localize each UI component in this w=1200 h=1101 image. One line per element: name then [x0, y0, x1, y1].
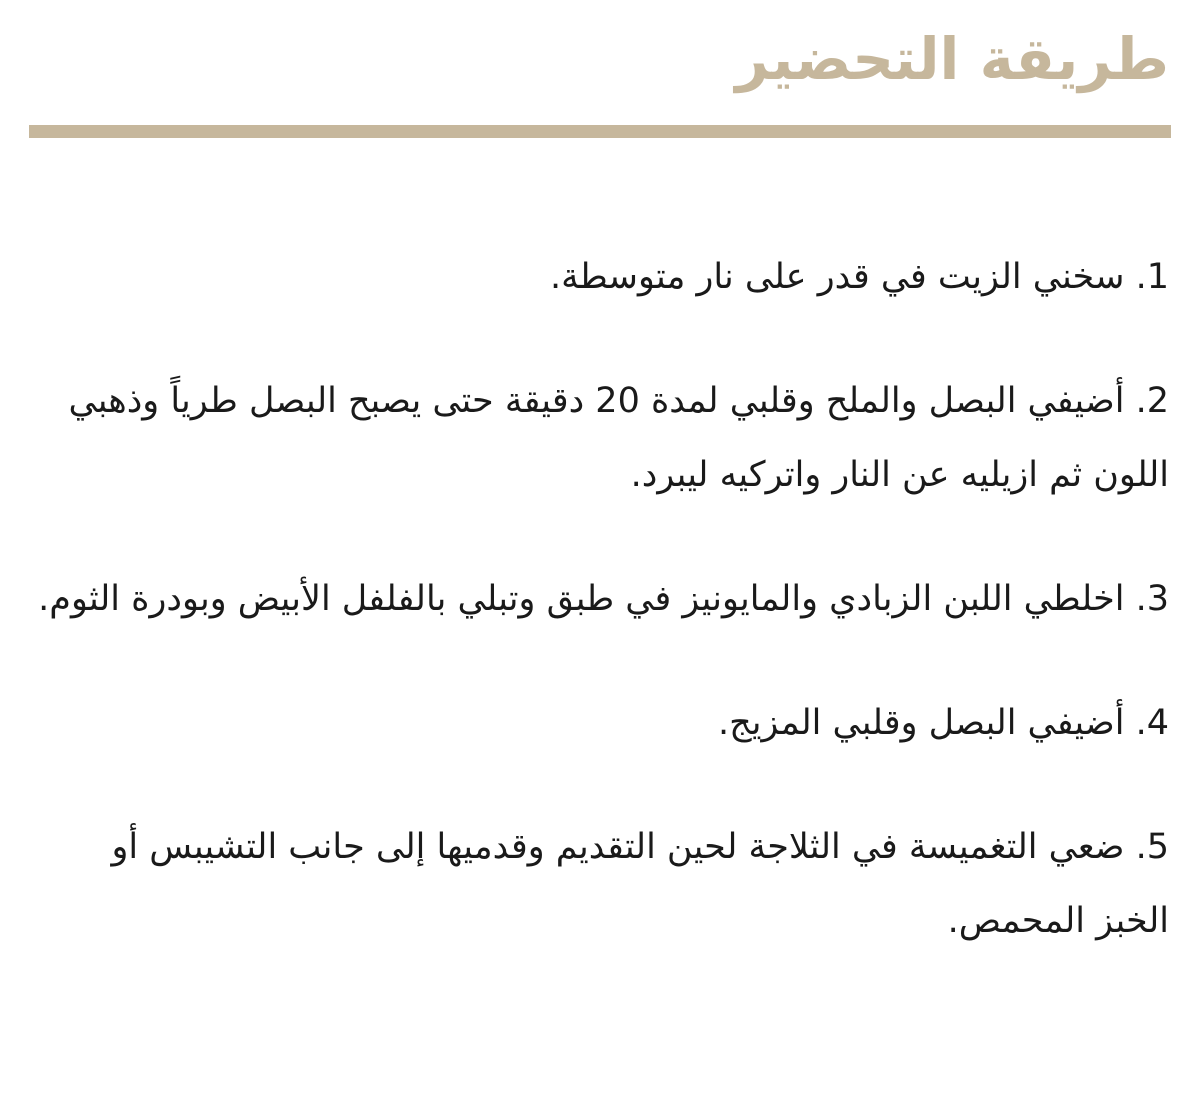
preparation-steps-list — [29, 240, 1169, 1008]
step-number: 2. — [1135, 381, 1169, 421]
title-divider — [29, 125, 1171, 138]
step-item — [29, 562, 1169, 636]
page-title: طريقة التحضير — [735, 25, 1169, 93]
step-text: سخني الزيت في قدر على نار متوسطة. — [550, 257, 1125, 297]
step-number: 4. — [1135, 703, 1169, 743]
step-number: 1. — [1135, 257, 1169, 297]
step-text: أضيفي البصل وقلبي المزيج. — [718, 703, 1125, 743]
step-item — [29, 240, 1169, 314]
step-number: 3. — [1135, 579, 1169, 619]
step-text: اخلطي اللبن الزبادي والمايونيز في طبق وتبلي بالفلفل الأبيض وبودرة الثوم. — [38, 579, 1125, 619]
step-number: 5. — [1135, 827, 1169, 867]
step-item — [29, 686, 1169, 760]
step-text: أضيفي البصل والملح وقلبي لمدة 20 دقيقة حتى يصبح البصل طرياً وذهبي اللون ثم ازيليه عن النار واتركيه ليبرد. — [68, 381, 1169, 495]
step-item — [29, 810, 1169, 958]
step-item — [29, 364, 1169, 512]
step-text: ضعي التغميسة في الثلاجة لحين التقديم وقدميها إلى جانب التشيبس أو الخبز المحمص. — [111, 827, 1169, 941]
